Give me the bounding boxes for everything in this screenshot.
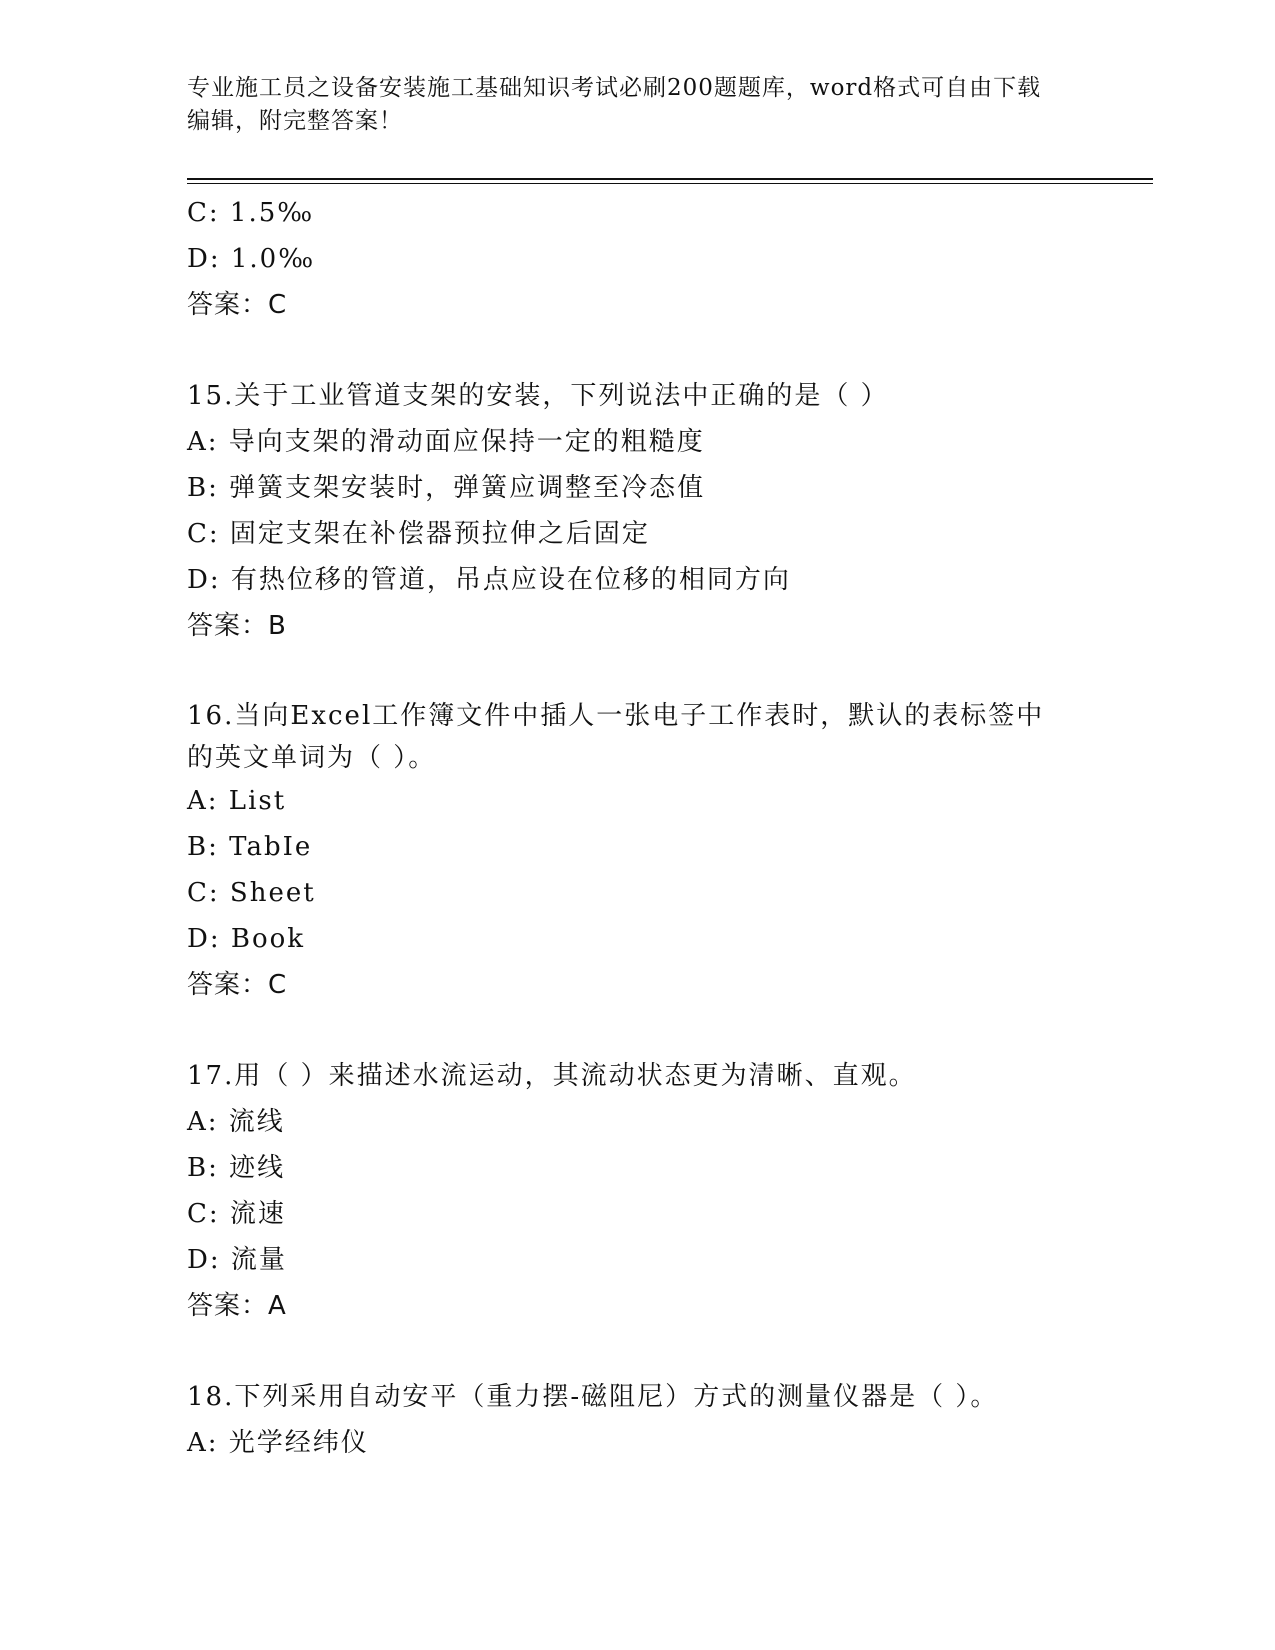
- question-18: [187, 1374, 1087, 1466]
- question-stem-line-1: 16.当向Excel工作簿文件中插人一张电子工作表时，默认的表标签中: [187, 701, 1045, 731]
- option-b: B: 迹线: [187, 1153, 286, 1183]
- option-d: D: 有热位移的管道，吊点应设在位移的相同方向: [187, 565, 791, 595]
- question-stem: 15.关于工业管道支架的安装，下列说法中正确的是（ ）: [187, 381, 889, 411]
- question-spacer: [187, 1329, 1087, 1374]
- question-15: [187, 373, 1087, 649]
- answer-line: 答案：B: [187, 611, 287, 641]
- header-divider-thin: [187, 183, 1153, 184]
- header-line-1: 专业施工员之设备安装施工基础知识考试必刷200题题库，word格式可自由下载: [187, 75, 1042, 101]
- option-a: A: 光学经纬仪: [187, 1428, 369, 1458]
- option-a: A: 导向支架的滑动面应保持一定的粗糙度: [187, 427, 705, 457]
- option-d: D: 1.0‰: [187, 244, 316, 274]
- option-d: D: Book: [187, 924, 306, 954]
- option-b: B: 弹簧支架安装时，弹簧应调整至冷态值: [187, 473, 706, 503]
- option-b: B: TabIe: [187, 832, 313, 862]
- option-a: A: List: [187, 786, 287, 816]
- option-a: A: 流线: [187, 1107, 285, 1137]
- question-list: [187, 190, 1087, 1466]
- header-divider-thick: [187, 178, 1153, 180]
- option-c: C: 1.5‰: [187, 198, 315, 228]
- answer-line: 答案：C: [187, 970, 288, 1000]
- header-line-2: 编辑，附完整答案！: [187, 108, 403, 134]
- answer-line: 答案：C: [187, 290, 288, 320]
- question-stem-line-2: 的英文单词为（ ）。: [187, 743, 437, 773]
- question-stem: 17.用（ ）来描述水流运动，其流动状态更为清晰、直观。: [187, 1061, 917, 1091]
- option-c: C: 流速: [187, 1199, 286, 1229]
- question-17: [187, 1053, 1087, 1329]
- question-spacer: [187, 1008, 1087, 1053]
- question-stem: 18.下列采用自动安平（重力摆-磁阻尼）方式的测量仪器是（ ）。: [187, 1382, 999, 1412]
- document-header: [187, 72, 1067, 138]
- answer-line: 答案：A: [187, 1291, 287, 1321]
- option-c: C: Sheet: [187, 878, 316, 908]
- option-c: C: 固定支架在补偿器预拉伸之后固定: [187, 519, 650, 549]
- question-14-tail: [187, 190, 1087, 328]
- option-d: D: 流量: [187, 1245, 287, 1275]
- question-16: [187, 694, 1087, 1008]
- question-spacer: [187, 649, 1087, 694]
- question-spacer: [187, 328, 1087, 373]
